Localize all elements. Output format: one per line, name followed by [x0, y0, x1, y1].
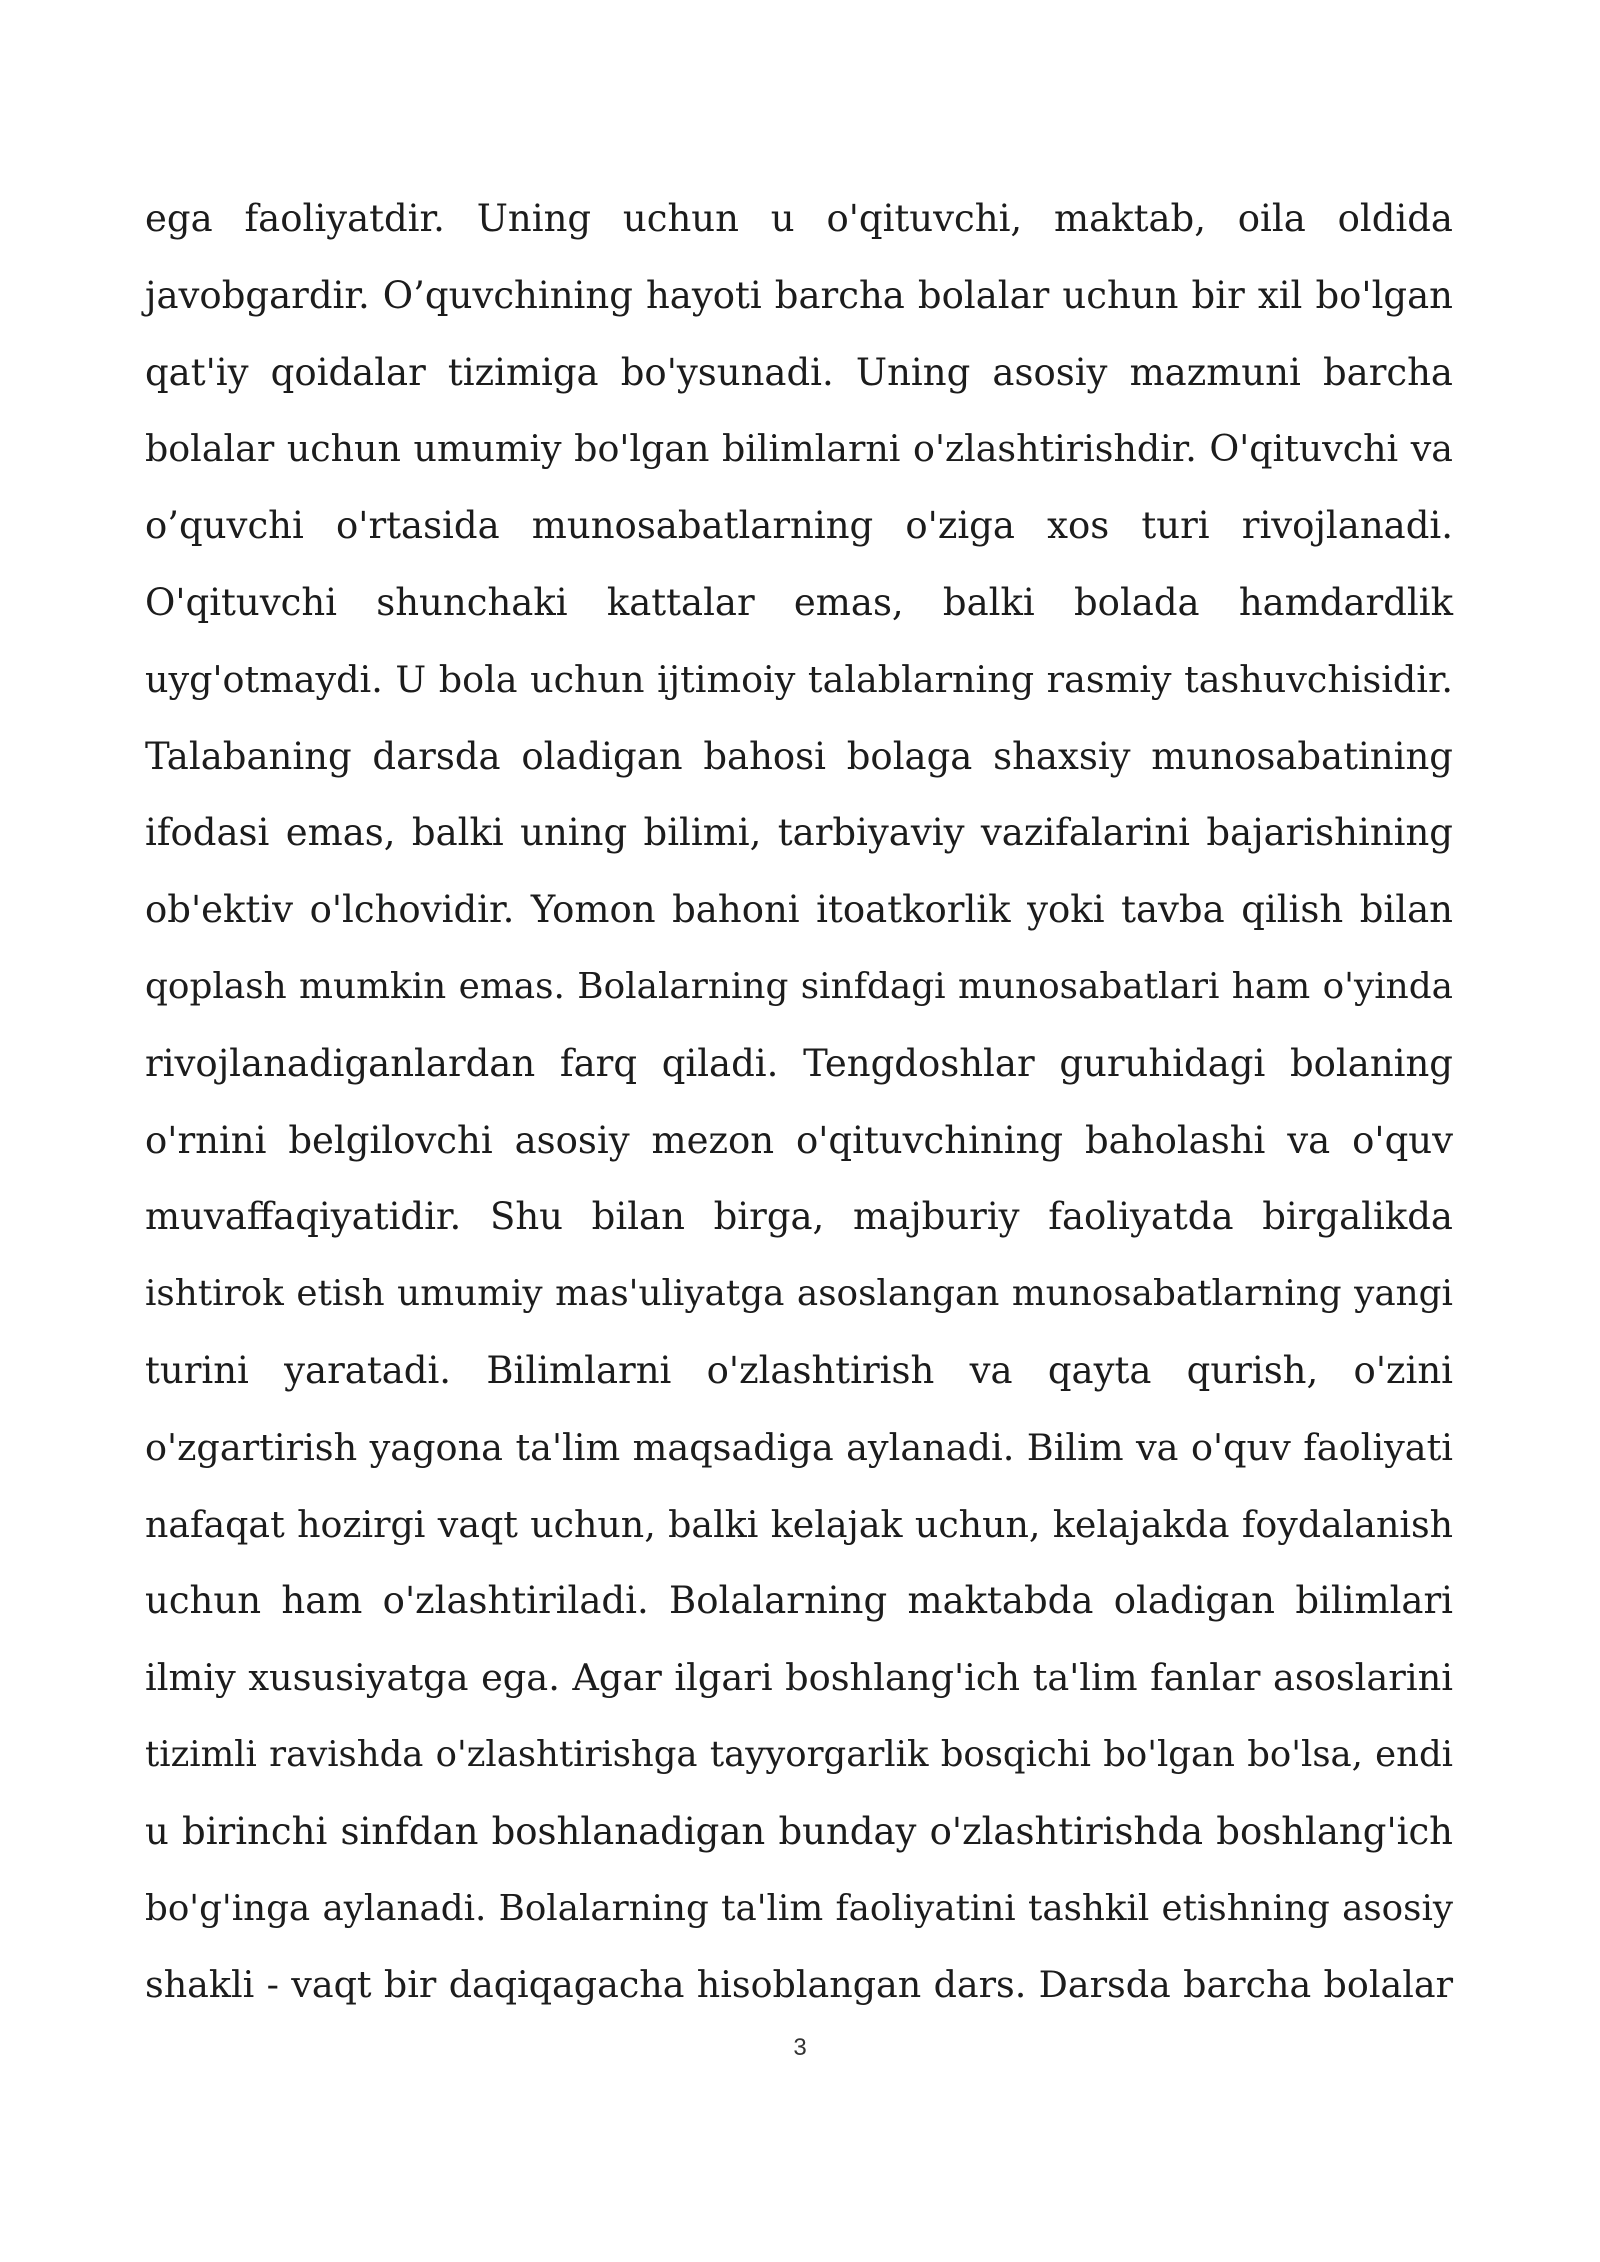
text-line-3: qat'iy qoidalar tizimiga bo'ysunadi. Uning asosiy mazmuni barcha [145, 350, 1453, 394]
body-paragraph [145, 181, 1453, 2024]
text-line-22: u birinchi sinfdan boshlanadigan bunday o'zlashtirishda boshlang'ich [145, 1809, 1453, 1853]
text-line-14: muvaffaqiyatidir. Shu bilan birga, majburiy faoliyatda birgalikda [145, 1195, 1453, 1239]
page-number: 3 [793, 2034, 807, 2061]
text-line-11: qoplash mumkin emas. Bolalarning sinfdagi munosabatlari ham o'yinda [145, 965, 1453, 1007]
text-line-20: ilmiy xususiyatga ega. Agar ilgari boshlang'ich ta'lim fanlar asoslarini [145, 1656, 1453, 1700]
text-line-10: ob'ektiv o'lchovidir. Yomon bahoni itoatkorlik yoki tavba qilish bilan [145, 888, 1453, 932]
text-line-4: bolalar uchun umumiy bo'lgan bilimlarni o'zlashtirishdir. O'qituvchi va [145, 427, 1453, 471]
text-line-5: o’quvchi o'rtasida munosabatlarning o'ziga xos turi rivojlanadi. [145, 504, 1453, 548]
text-line-21: tizimli ravishda o'zlashtirishga tayyorgarlik bosqichi bo'lgan bo'lsa, endi [145, 1733, 1453, 1775]
text-line-15: ishtirok etish umumiy mas'uliyatga asoslangan munosabatlarning yangi [145, 1273, 1453, 1315]
text-line-7: uyg'otmaydi. U bola uchun ijtimoiy talablarning rasmiy tashuvchisidir. [145, 657, 1453, 701]
text-line-23: bo'g'inga aylanadi. Bolalarning ta'lim faoliyatini tashkil etishning asosiy [145, 1887, 1453, 1929]
text-line-24: shakli - vaqt bir daqiqagacha hisoblangan dars. Darsda barcha bolalar [145, 1963, 1453, 2007]
text-line-18: nafaqat hozirgi vaqt uchun, balki kelajak uchun, kelajakda foydalanish [145, 1502, 1453, 1546]
text-line-19: uchun ham o'zlashtiriladi. Bolalarning maktabda oladigan bilimlari [145, 1579, 1453, 1623]
text-line-17: o'zgartirish yagona ta'lim maqsadiga aylanadi. Bilim va o'quv faoliyati [145, 1425, 1453, 1469]
text-line-16: turini yaratadi. Bilimlarni o'zlashtirish va qayta qurish, o'zini [145, 1348, 1453, 1392]
text-line-1: ega faoliyatdir. Uning uchun u o'qituvchi, maktab, oila oldida [145, 197, 1453, 240]
text-line-2: javobgardir. O’quvchining hayoti barcha bolalar uchun bir xil bo'lgan [145, 273, 1453, 317]
text-line-8: Talabaning darsda oladigan bahosi bolaga shaxsiy munosabatining [145, 734, 1453, 778]
text-line-6: O'qituvchi shunchaki kattalar emas, balki bolada hamdardlik [145, 580, 1453, 624]
text-line-13: o'rnini belgilovchi asosiy mezon o'qituvchining baholashi va o'quv [145, 1118, 1453, 1162]
text-line-12: rivojlanadiganlardan farq qiladi. Tengdoshlar guruhidagi bolaning [145, 1041, 1453, 1085]
text-line-9: ifodasi emas, balki uning bilimi, tarbiyaviy vazifalarini bajarishining [145, 811, 1453, 855]
